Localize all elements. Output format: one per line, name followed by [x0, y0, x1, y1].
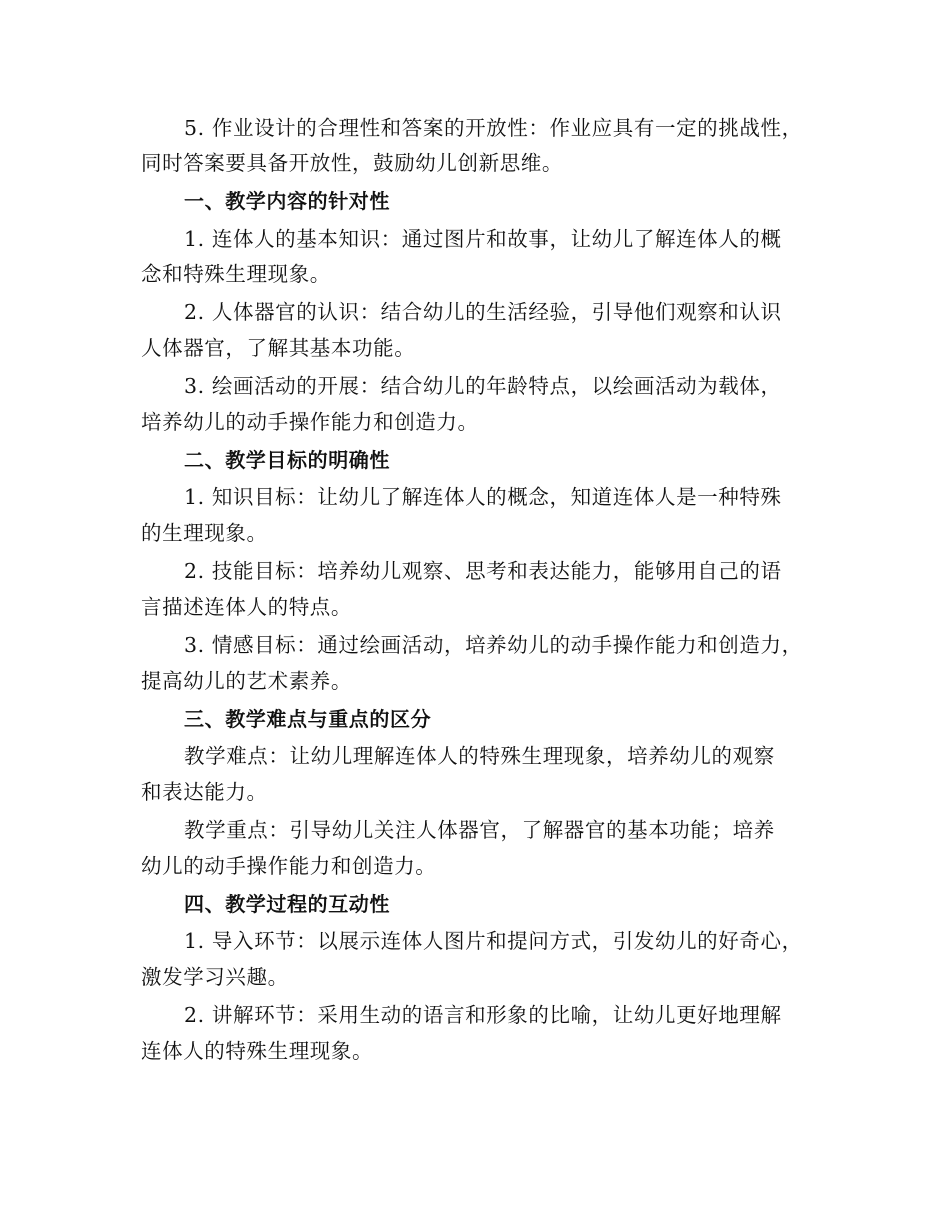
section3-difficulty-line1: 教学难点：让幼儿理解连体人的特殊生理现象，培养幼儿的观察	[184, 744, 775, 768]
section1-item3-line2: 培养幼儿的动手操作能力和创造力。	[141, 410, 479, 434]
section1-item2-line2: 人体器官，了解其基本功能。	[141, 336, 416, 360]
section2-item3-line2: 提高幼儿的艺术素养。	[141, 669, 352, 693]
item5-line2: 同时答案要具备开放性，鼓励幼儿创新思维。	[141, 151, 563, 175]
section3-focus-line2: 幼儿的动手操作能力和创造力。	[141, 854, 437, 878]
section2-item1-line1: 1. 知识目标：让幼儿了解连体人的概念，知道连体人是一种特殊	[184, 485, 782, 509]
section4-heading: 四、教学过程的互动性	[184, 892, 390, 916]
section2-item3-line1: 3. 情感目标：通过绘画活动，培养幼儿的动手操作能力和创造力，	[184, 633, 803, 657]
section1-item1-line2: 念和特殊生理现象。	[141, 262, 331, 286]
section4-item1-line2: 激发学习兴趣。	[141, 965, 289, 989]
section3-heading: 三、教学难点与重点的区分	[184, 707, 432, 731]
section3-difficulty-line2: 和表达能力。	[141, 780, 268, 804]
section1-item2-line1: 2. 人体器官的认识：结合幼儿的生活经验，引导他们观察和认识	[184, 300, 782, 324]
section2-heading: 二、教学目标的明确性	[184, 448, 390, 472]
section2-item2-line2: 言描述连体人的特点。	[141, 595, 352, 619]
section1-item1-line1: 1. 连体人的基本知识：通过图片和故事，让幼儿了解连体人的概	[184, 227, 782, 251]
section1-item3-line1: 3. 绘画活动的开展：结合幼儿的年龄特点，以绘画活动为载体，	[184, 374, 782, 398]
section4-item2-line2: 连体人的特殊生理现象。	[141, 1039, 374, 1063]
section4-item2-line1: 2. 讲解环节：采用生动的语言和形象的比喻，让幼儿更好地理解	[184, 1003, 782, 1027]
section2-item2-line1: 2. 技能目标：培养幼儿观察、思考和表达能力，能够用自己的语	[184, 559, 782, 583]
item5-line1: 5. 作业设计的合理性和答案的开放性：作业应具有一定的挑战性，	[184, 116, 803, 140]
section4-item1-line1: 1. 导入环节：以展示连体人图片和提问方式，引发幼儿的好奇心，	[184, 929, 803, 953]
section1-heading: 一、教学内容的针对性	[184, 189, 390, 213]
section2-item1-line2: 的生理现象。	[141, 521, 268, 545]
section3-focus-line1: 教学重点：引导幼儿关注人体器官，了解器官的基本功能；培养	[184, 818, 775, 842]
